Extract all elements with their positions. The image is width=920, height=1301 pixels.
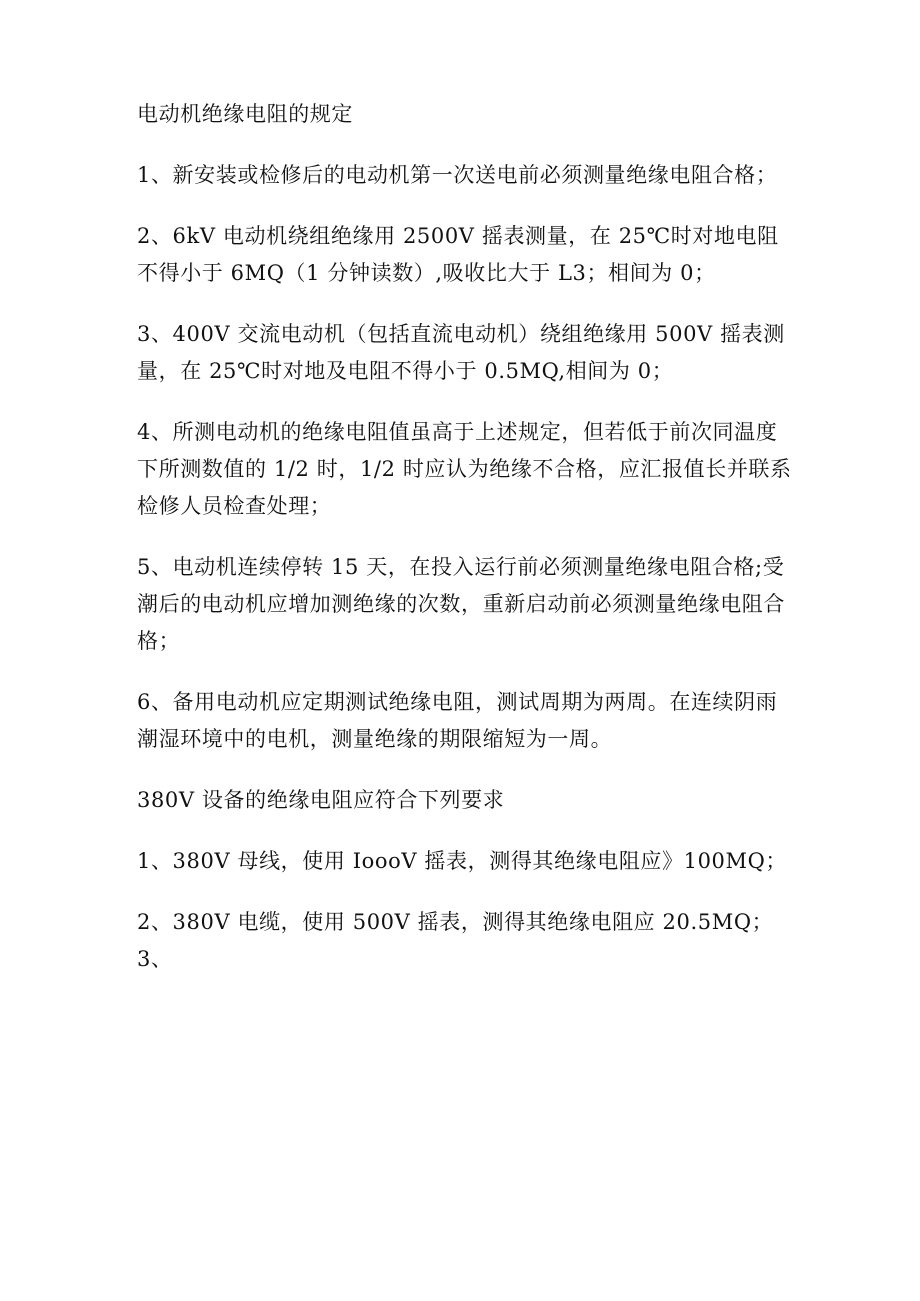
motor-rule-1: 1、新安装或检修后的电动机第一次送电前必须测量绝缘电阻合格； — [137, 163, 778, 187]
document-body — [137, 96, 797, 1002]
motor-rule-6: 6、备用电动机应定期测试绝缘电阻，测试周期为两周。在连续阴雨潮湿环境中的电机，测量绝缘的期限缩短为一周。 — [137, 690, 778, 751]
motor-rule-3: 3、400V 交流电动机（包括直流电动机）绕组绝缘用 500V 摇表测量，在 25℃时对地及电阻不得小于 0.5MQ,相间为 0； — [137, 322, 785, 383]
motor-rule-4: 4、所测电动机的绝缘电阻值虽高于上述规定，但若低于前次同温度下所测数值的 1/2 时，1/2 时应认为绝缘不合格，应汇报值长并联系检修人员检查处理； — [137, 420, 792, 518]
motor-rule-5: 5、电动机连续停转 15 天，在投入运行前必须测量绝缘电阻合格;受潮后的电动机应增加测绝缘的次数，重新启动前必须测量绝缘电阻合格； — [137, 555, 785, 653]
section-title-motor-insulation: 电动机绝缘电阻的规定 — [137, 102, 353, 126]
motor-rule-2: 2、6kV 电动机绕组绝缘用 2500V 摇表测量，在 25℃时对地电阻不得小于 6MQ（1 分钟读数）,吸收比大于 L3；相间为 0； — [137, 224, 779, 285]
equipment-rule-1: 1、380V 母线，使用 IoooV 摇表，测得其绝缘电阻应》100MQ； — [137, 849, 788, 873]
equipment-rule-2: 2、380V 电缆，使用 500V 摇表，测得其绝缘电阻应 20.5MQ；3、 — [137, 910, 774, 971]
section-title-380v-equipment: 380V 设备的绝缘电阻应符合下列要求 — [137, 788, 505, 812]
